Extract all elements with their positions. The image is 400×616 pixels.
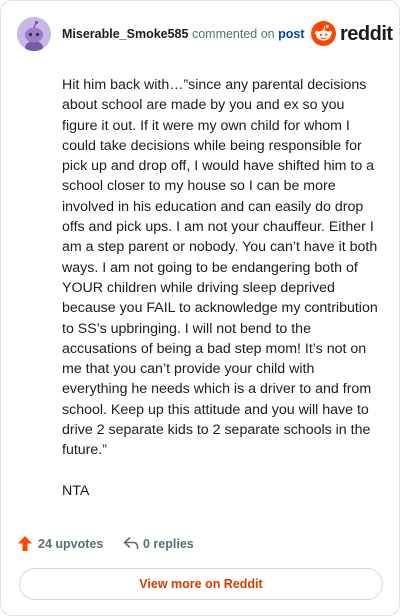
comment-footer: [17, 533, 385, 555]
snoo-avatar-icon: [17, 17, 51, 51]
reddit-logo-icon: [311, 21, 336, 46]
view-more-button[interactable]: View more on Reddit: [19, 568, 383, 600]
comment-meta: [62, 26, 305, 42]
username-link[interactable]: Miserable_Smoke585: [62, 27, 189, 41]
reply-count: 0 replies: [143, 537, 194, 551]
upvote-arrow-icon: [17, 535, 33, 552]
comment-body: [62, 75, 380, 521]
action-text: commented on: [191, 27, 275, 41]
comment-header: [17, 17, 393, 51]
comment-paragraph: Hit him back with…”since any parental decisions about school are made by you and ex so you figure it out. If it were my own child for whom I could take decisions while being responsible for pick up and drop off, I would have shifted him to a school closer to my house so I can be more involved in his education and can easily do drop offs and pick ups. I am not your chauffeur. Either I am a step parent or nobody. You can’t have it both ways. I am not going to be endangering both of YOUR children while driving sleep deprived because you FAIL to acknowledge my contribution to SS’s upbringing. I will not bend to the accusations of being a bad step mom! It’s not on me that you can’t provide your child with everything he needs which is a driver to and from school. Keep up this attitude and you will have to drive 2 separate kids to 2 separate schools in the future.”: [62, 77, 378, 459]
post-link[interactable]: post: [278, 27, 305, 41]
reply-arrow-icon: [123, 535, 139, 551]
comment-paragraph: NTA: [62, 482, 90, 499]
reddit-wordmark: reddit: [340, 23, 393, 45]
avatar[interactable]: [17, 17, 51, 51]
reddit-brand[interactable]: [311, 21, 393, 47]
reply-button[interactable]: [123, 533, 213, 555]
upvote-button[interactable]: [17, 533, 117, 555]
upvote-count: 24 upvotes: [38, 537, 104, 551]
